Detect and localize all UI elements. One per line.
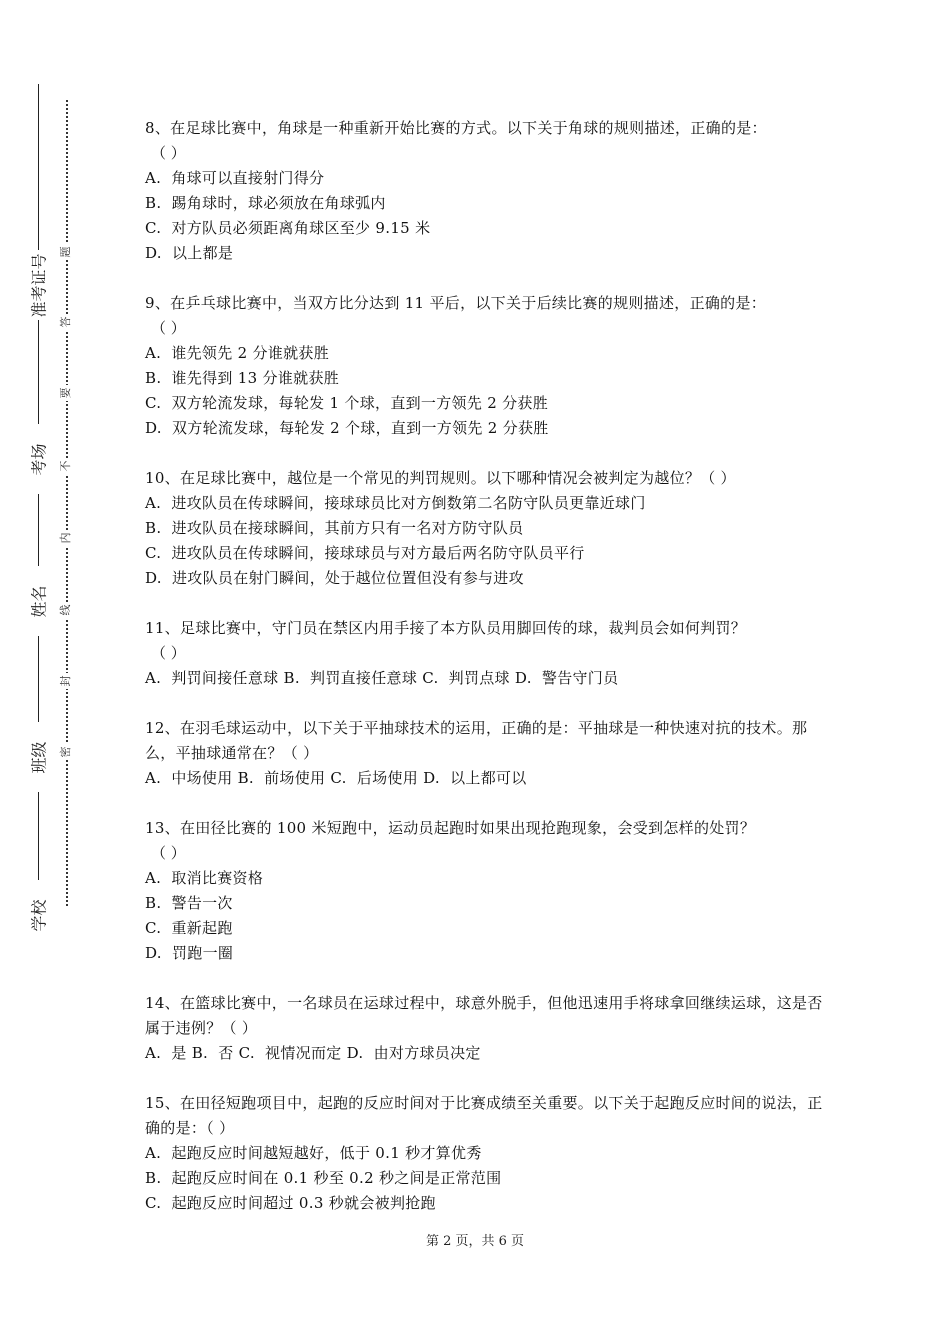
question-14 [145,991,825,1066]
question-text: 8、在足球比赛中，角球是一种重新开始比赛的方式。以下关于角球的规则描述，正确的是： [145,119,767,137]
option-d: D. 罚跑一圈 [145,944,234,962]
question-9 [145,291,825,441]
option-a: A. 进攻队员在传球瞬间，接球球员比对方倒数第二名防守队员更靠近球门 [145,494,646,512]
seal-char: 答 [58,314,74,330]
question-15 [145,1091,825,1216]
field-school-label: 学校 [23,880,53,950]
option-b: B. 踢角球时，球必须放在角球弧内 [145,194,386,212]
option-c: C. 重新起跑 [145,919,233,937]
option-d: D. 以上都是 [145,244,234,262]
question-13 [145,816,825,966]
option-a: A. 谁先领先 2 分谁就获胜 [145,344,330,362]
options-inline: A. 中场使用 B. 前场使用 C. 后场使用 D. 以上都可以 [145,769,527,787]
option-c: C. 对方队员必须距离角球区至少 9.15 米 [145,219,431,237]
question-text: 15、在田径短跑项目中，起跑的反应时间对于比赛成绩至关重要。以下关于起跑反应时间的说法，正确的是：（ ） [145,1094,823,1137]
option-b: B. 起跑反应时间在 0.1 秒至 0.2 秒之间是正常范围 [145,1169,502,1187]
question-list [145,116,825,1241]
seal-char: 线 [58,602,74,618]
seal-char: 内 [58,530,74,546]
options-inline: A. 是 B. 否 C. 视情况而定 D. 由对方球员决定 [145,1044,481,1062]
option-c: C. 起跑反应时间超过 0.3 秒就会被判抢跑 [145,1194,436,1212]
seal-char: 题 [58,244,74,260]
seal-char: 要 [58,385,74,401]
page-number: 第 2 页，共 6 页 [425,1234,525,1249]
question-8 [145,116,825,266]
answer-blank: （ ） [151,144,186,162]
question-text: 14、在篮球比赛中，一名球员在运球过程中，球意外脱手，但他迅速用手将球拿回继续运球，这是否属于违例？（ ） [145,994,823,1037]
option-c: C. 双方轮流发球，每轮发 1 个球，直到一方领先 2 分获胜 [145,394,549,412]
option-a: A. 起跑反应时间越短越好，低于 0.1 秒才算优秀 [145,1144,482,1162]
option-a: A. 角球可以直接射门得分 [145,169,325,187]
option-a: A. 取消比赛资格 [145,869,264,887]
options-inline: A. 判罚间接任意球 B. 判罚直接任意球 C. 判罚点球 D. 警告守门员 [145,669,619,687]
option-b: B. 警告一次 [145,894,233,912]
option-c: C. 进攻队员在传球瞬间，接球球员与对方最后两名防守队员平行 [145,544,585,562]
question-text: 10、在足球比赛中，越位是一个常见的判罚规则。以下哪种情况会被判定为越位？（ ） [145,469,736,487]
question-text: 12、在羽毛球运动中，以下关于平抽球技术的运用，正确的是：平抽球是一种快速对抗的技术。那么，平抽球通常在？（ ） [145,719,808,762]
field-exam-room-label: 考场 [23,424,53,494]
seal-char: 封 [58,673,74,689]
answer-blank: （ ） [151,644,186,662]
question-text: 11、足球比赛中，守门员在禁区内用手接了本方队员用脚回传的球，裁判员会如何判罚？ [145,619,747,637]
question-text: 13、在田径比赛的 100 米短跑中，运动员起跑时如果出现抢跑现象，会受到怎样的处罚？ [145,819,756,837]
question-11 [145,616,825,691]
question-text: 9、在乒乓球比赛中，当双方比分达到 11 平后，以下关于后续比赛的规则描述，正确的是： [145,294,767,312]
field-name-label: 姓名 [23,566,53,636]
answer-blank: （ ） [151,319,186,337]
binding-solid-line [38,84,39,924]
field-class-label: 班级 [23,722,53,792]
option-d: D. 双方轮流发球，每轮发 2 个球，直到一方领先 2 分获胜 [145,419,549,437]
option-d: D. 进攻队员在射门瞬间，处于越位位置但没有参与进攻 [145,569,524,587]
seal-char: 密 [58,744,74,760]
seal-char: 不 [58,458,74,474]
option-b: B. 进攻队员在接球瞬间，其前方只有一名对方防守队员 [145,519,524,537]
field-exam-number-label: 准考证号 [23,250,53,320]
binding-dotted-line [66,100,68,906]
question-12 [145,716,825,791]
question-10 [145,466,825,591]
answer-blank: （ ） [151,844,186,862]
option-b: B. 谁先得到 13 分谁就获胜 [145,369,340,387]
